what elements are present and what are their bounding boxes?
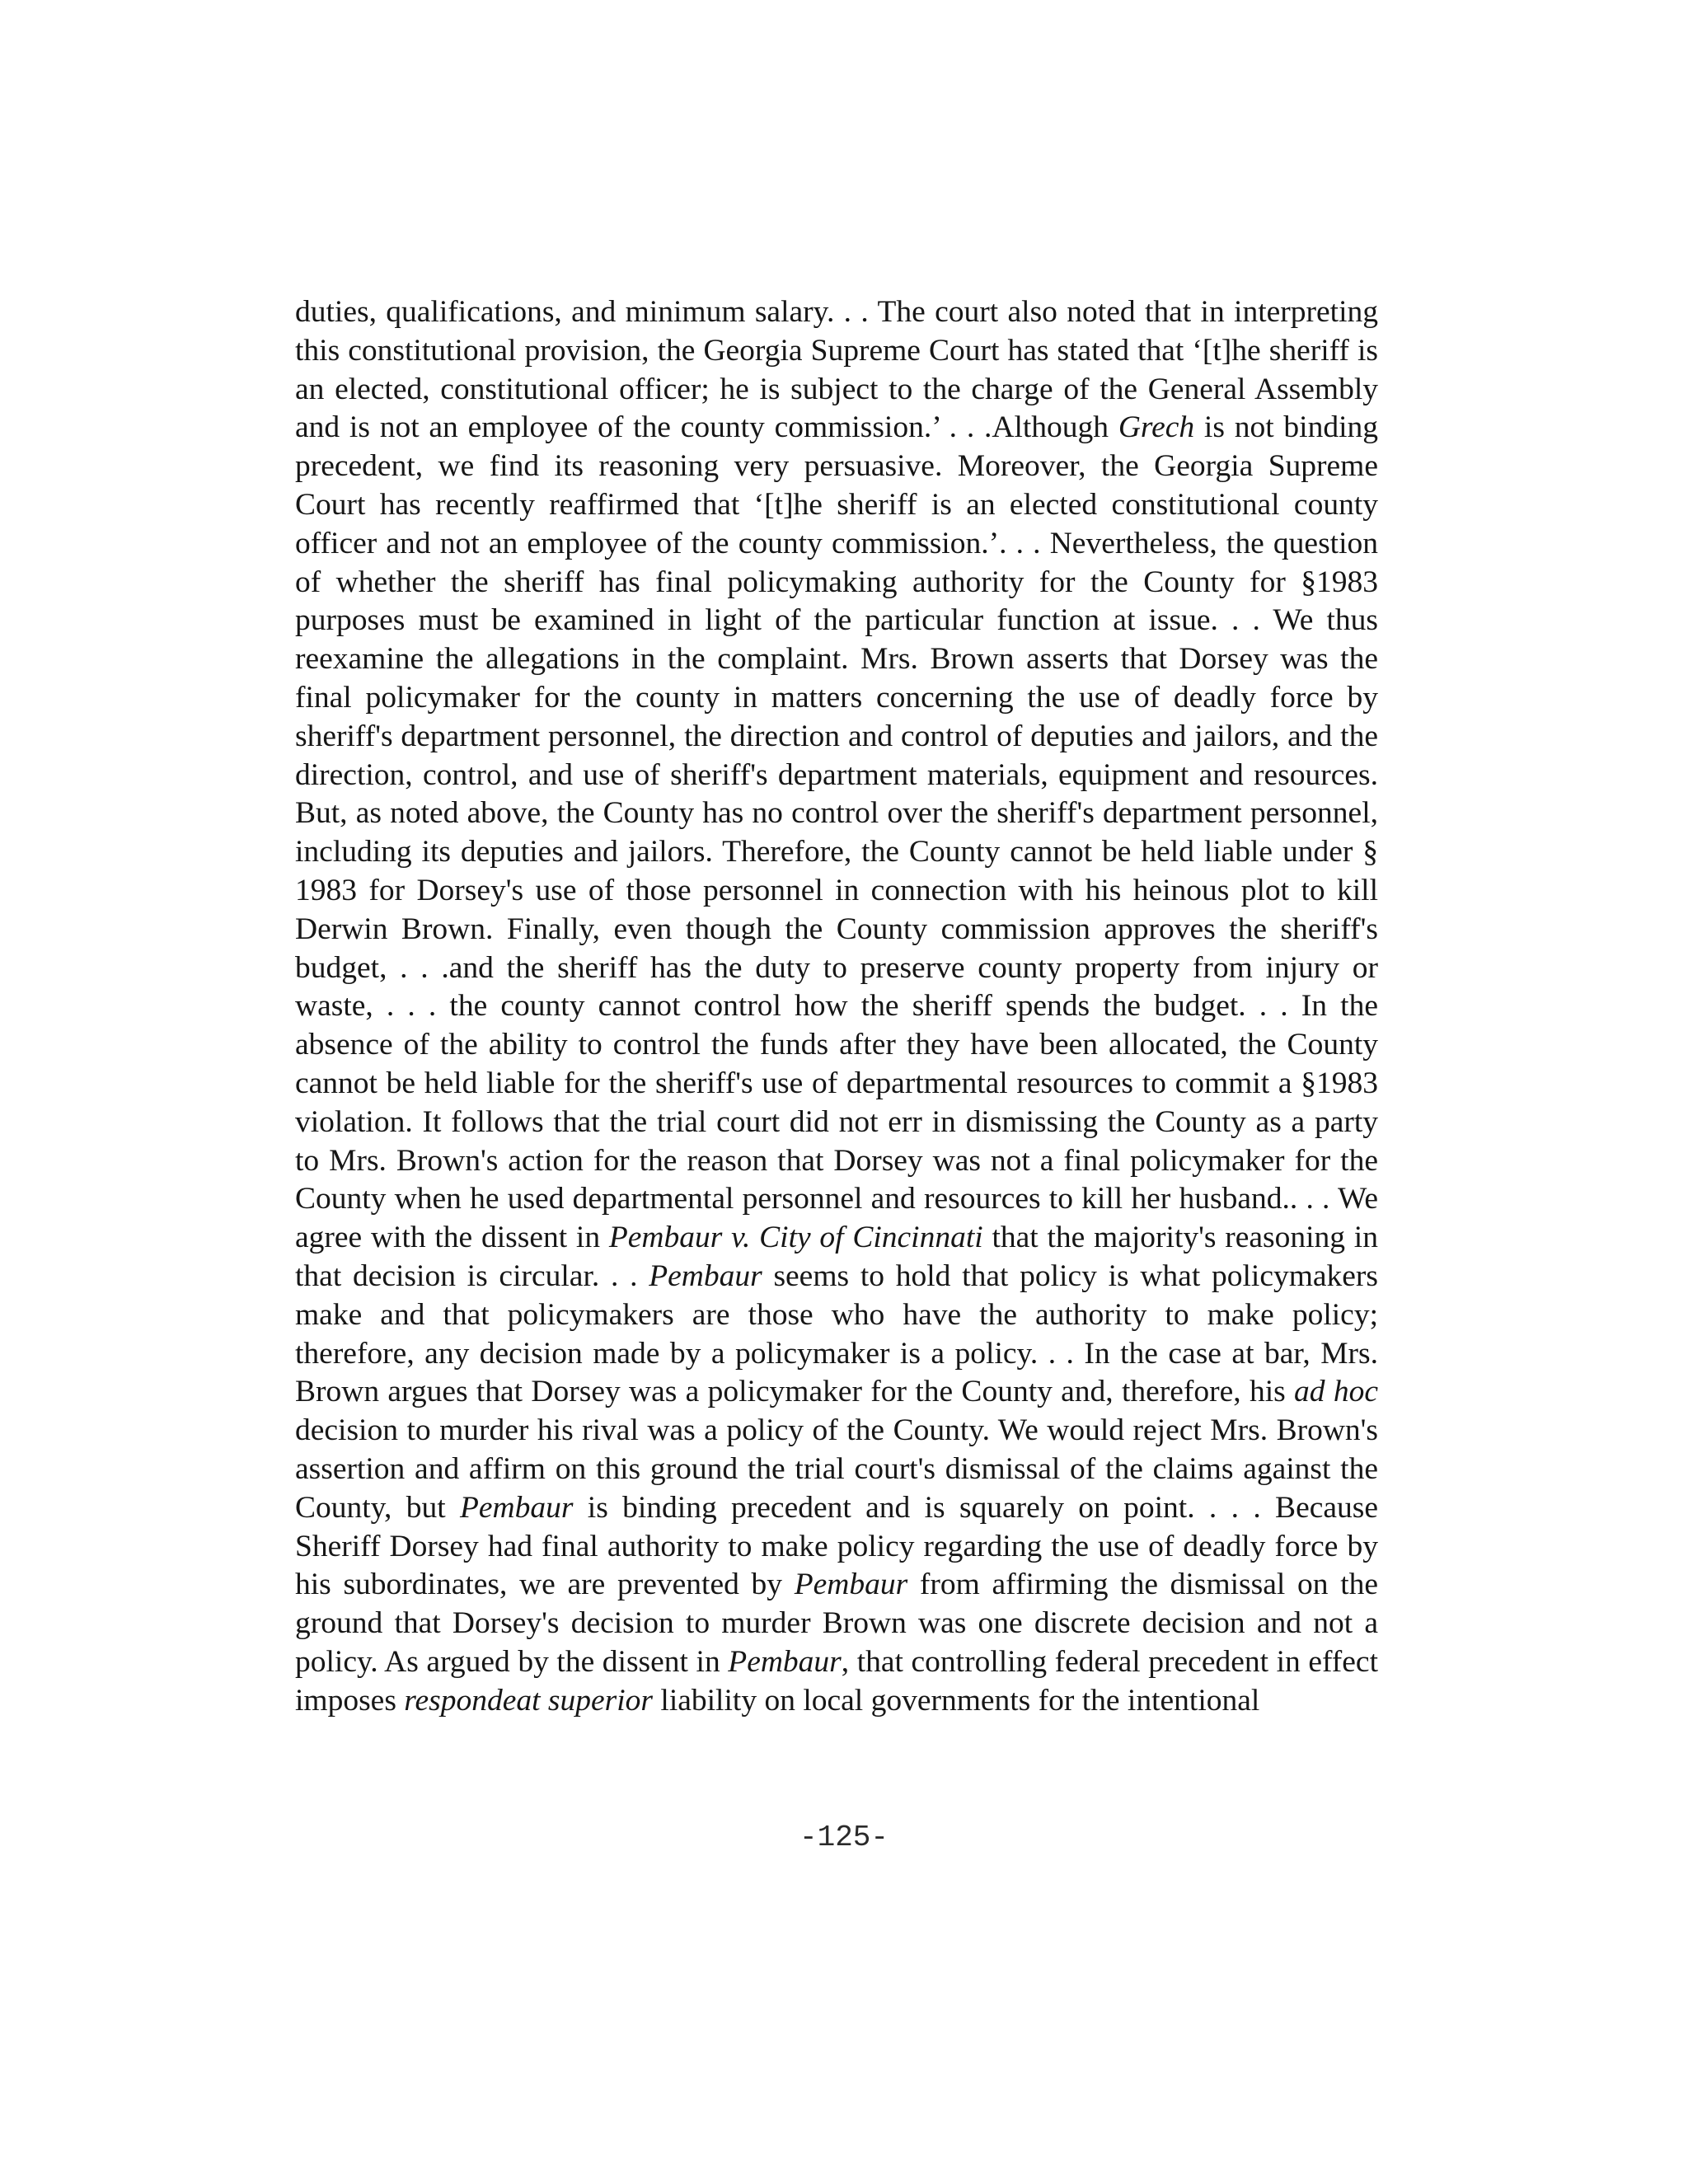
text-segment: is not binding precedent, we find its reasoning very persuasive. Moreover, the Georgia Supreme Court has recently reaffirmed that ‘[t]he sheriff is an elected constitutional county officer and not an employee of the county commission.’. . . Nevertheless, the question of whether the sheriff has final policymaking authority for the County for §1983 purposes must be examined in light of the particular function at issue. . . We thus reexamine the allegations in the complaint. Mrs. Brown asserts that Dorsey was the final policymaker for the county in matters concerning the use of deadly force by sheriff's department personnel, the direction and control of deputies and jailors, and the direction, control, and use of sheriff's department materials, equipment and resources. But, as noted above, the County has no control over the sheriff's department personnel, including its deputies and jailors. Therefore, the County cannot be held liable under § 1983 for Dorsey's use of those personnel in connection with his heinous plot to kill Derwin Brown. Finally, even though the County commission approves the sheriff's budget, . . .and the sheriff has the duty to preserve county property from injury or waste, . . . the county cannot control how the sheriff spends the budget. . . In the absence of the ability to control the funds after they have been allocated, the County cannot be held liable for the sheriff's use of departmental resources to commit a §1983 violation. It follows that the trial court did not err in dismissing the County as a party to Mrs. Brown's action for the reason that Dorsey was not a final policymaker for the County when he used departmental personnel and resources to kill her husband.. . . We agree with the dissent in	[295, 410, 1378, 1255]
text-segment: from affirming the dismissal on the ground that Dorsey's decision to murder Brown was one discrete decision and not a policy. As argued by the dissent in	[295, 1568, 1379, 1679]
case-name-italic: Pembaur	[728, 1644, 842, 1679]
body-paragraph	[295, 293, 1378, 1720]
text-segment: is binding precedent and is squarely on point. . . . Because Sheriff Dorsey had final authority to make policy regarding the use of deadly force by his subordinates, we are prevented by	[295, 1490, 1378, 1602]
text-segment: seems to hold that policy is what policymakers make and that policymakers are those who have the authority to make policy; therefore, any decision made by a policymaker is a policy. . . In the case at bar, Mrs. Brown argues that Dorsey was a policymaker for the County and, therefore, his	[295, 1258, 1379, 1409]
text-segment: decision to murder his rival was a policy of the County. We would reject Mrs. Brown's assertion and affirm on this ground the trial court's dismissal of the claims against the County, but	[295, 1413, 1378, 1525]
text-segment: liability on local governments for the intentional	[653, 1683, 1260, 1718]
text-segment: that the majority's reasoning in that decision is circular. . .	[295, 1221, 1378, 1293]
text-segment: duties, qualifications, and minimum salary. . . The court also noted that in interpreting this constitutional provision, the Georgia Supreme Court has stated that ‘[t]he sheriff is an elected, constitutional officer; he is subject to the charge of the General Assembly and is not an employee of the county commission.’ . . .Although	[295, 295, 1378, 445]
case-name-italic: Pembaur	[794, 1568, 908, 1602]
latin-term-italic: respondeat superior	[404, 1683, 654, 1718]
latin-term-italic: ad hoc	[1294, 1375, 1378, 1409]
case-name-italic: Pembaur	[459, 1490, 574, 1525]
case-name-italic: Pembaur	[649, 1258, 762, 1293]
case-name-italic: Grech	[1118, 410, 1195, 445]
page-number: -125-	[799, 1821, 889, 1854]
text-segment: , that controlling federal precedent in effect imposes	[295, 1644, 1378, 1718]
case-name-italic: Pembaur v. City of Cincinnati	[608, 1221, 983, 1255]
